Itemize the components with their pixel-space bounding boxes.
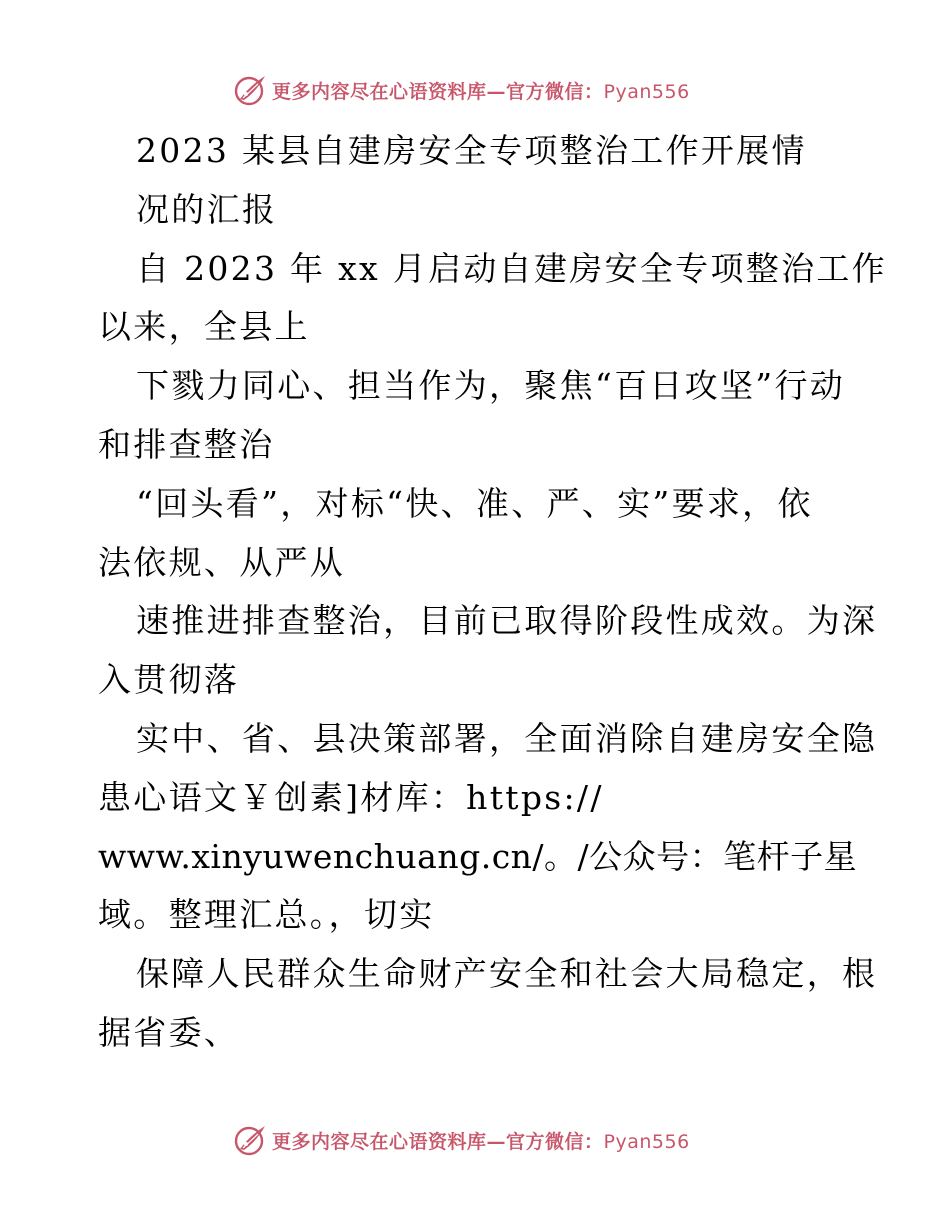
wechat-id: Pyan556 [603,80,690,103]
text-line: “回头看”，对标“快、准、严、实”要求，依 [136,483,813,523]
text-line: 入贯彻落 [98,660,240,700]
text-line: 域。整理汇总。，切实 [98,895,435,935]
banner-text: 更多内容尽在心语资料库—官方微信： [272,80,604,103]
text-line: 以来，全县上 [98,307,310,347]
wechat-id: Pyan556 [603,1130,690,1153]
feather-pen-circle-icon [234,73,268,107]
feather-pen-circle-icon [234,1123,268,1157]
text-line: www.xinyuwenchuang.cn/。/公众号：笔杆子星 [98,836,858,876]
text-line: 自 2023 年 xx 月启动自建房安全专项整治工作 [136,248,887,288]
text-line: 实中、省、县决策部署，全面消除自建房安全隐 [136,718,878,758]
text-line: 保障人民群众生命财产安全和社会大局稳定，根 [136,954,878,994]
document-body [98,122,887,1063]
text-line: 法依规、从严从 [98,542,346,582]
text-line: 况的汇报 [136,189,278,229]
text-line: 据省委、 [98,1012,240,1052]
header-watermark-banner [234,70,714,110]
text-line: 速推进排查整治，目前已取得阶段性成效。为深 [136,601,878,641]
text-line: 患心语文￥创素]材库：https:// [98,777,604,817]
text-line: 2023 某县自建房安全专项整治工作开展情 [136,131,807,170]
text-line: 下戮力同心、担当作为，聚焦“百日攻坚”行动 [136,366,846,406]
text-line: 和排查整治 [98,424,275,464]
footer-watermark-banner [234,1120,714,1160]
banner-text: 更多内容尽在心语资料库—官方微信： [272,1130,604,1153]
